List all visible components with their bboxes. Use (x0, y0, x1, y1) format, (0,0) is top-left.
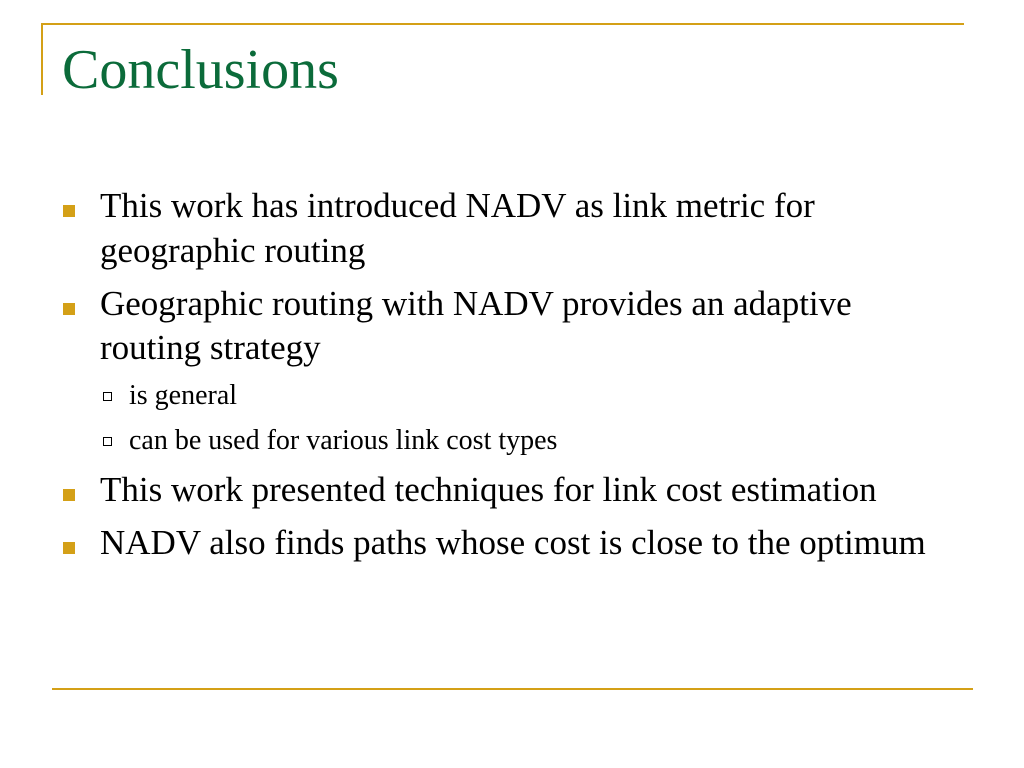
slide-title: Conclusions (62, 39, 339, 101)
hollow-square-bullet-icon (103, 437, 112, 446)
bullet-item (63, 521, 963, 566)
bullet-text: This work has introduced NADV as link metric for geographic routing (100, 186, 815, 270)
square-bullet-icon (63, 205, 75, 217)
frame-top-rule (43, 23, 964, 25)
square-bullet-icon (63, 303, 75, 315)
sub-bullet-item (103, 379, 963, 413)
sub-bullet-item (103, 424, 963, 458)
bullet-text: This work presented techniques for link cost estimation (100, 470, 877, 510)
hollow-square-bullet-icon (103, 392, 112, 401)
sub-bullet-text: is general (129, 380, 238, 412)
bullet-text: Geographic routing with NADV provides an adaptive routing strategy (100, 283, 852, 368)
square-bullet-icon (63, 489, 75, 501)
bullet-item (63, 184, 963, 274)
sub-bullet-text: can be used for various link cost types (129, 424, 558, 456)
square-bullet-icon (63, 542, 75, 554)
bullet-text: NADV also finds paths whose cost is close to the optimum (100, 523, 926, 563)
bullet-item (63, 468, 963, 513)
frame-left-rule (41, 23, 43, 95)
frame-bottom-rule (52, 688, 973, 690)
bullet-list (63, 184, 963, 574)
sub-bullet-list (63, 379, 963, 457)
bullet-item (63, 282, 963, 372)
